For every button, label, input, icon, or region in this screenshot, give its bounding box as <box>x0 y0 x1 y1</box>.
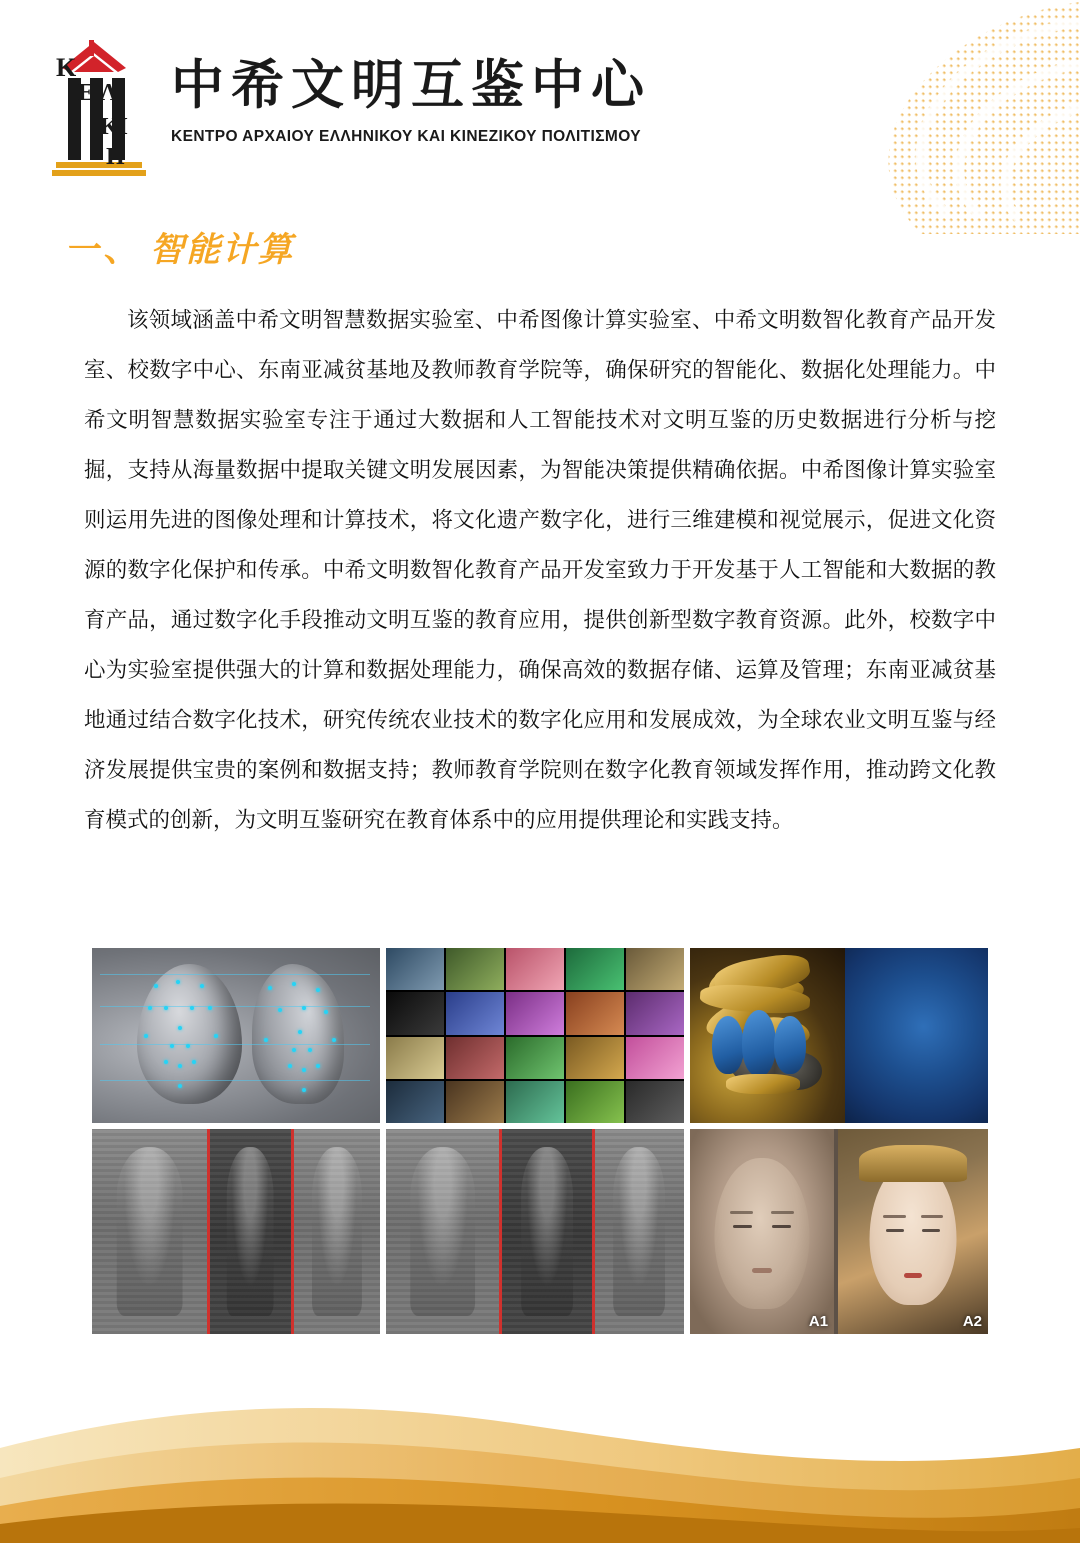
svg-text:Π: Π <box>106 144 125 170</box>
image-label-a1: A1 <box>808 1313 829 1330</box>
buddha-face-restoration-a1 <box>690 1129 834 1334</box>
stone-rubbing-comparison-left <box>92 1129 380 1334</box>
image-recognition-mosaic-grid <box>386 948 684 1123</box>
section-heading <box>68 222 294 271</box>
image-label-a2: A2 <box>962 1313 982 1330</box>
brand-header <box>48 38 651 183</box>
3d-face-landmark-scan <box>92 948 380 1123</box>
top-right-decoration <box>780 0 1080 250</box>
buddha-face-restoration-a2 <box>838 1129 988 1334</box>
body-paragraph: 该领域涵盖中希文明智慧数据实验室、中希图像计算实验室、中希文明数智化教育产品开发室、校数字中心、东南亚减贫基地及教师教育学院等，确保研究的智能化、数据化处理能力。中希文明智慧数据实验室专注于通过大数据和人工智能技术对文明互鉴的历史数据进行分析与挖掘，支持从海量数据中提取关键文明发展因素，为智能决策提供精确依据。中希图像计算实验室则运用先进的图像处理和计算技术，将文化遗产数字化，进行三维建模和视觉展示，促进文化资源的数字化保护和传承。中希文明数智化教育产品开发室致力于开发基于人工智能和大数据的教育产品，通过数字化手段推动文明互鉴的教育应用，提供创新型数字教育资源。此外，校数字中心为实验室提供强大的计算和数据处理能力，确保高效的数据存储、运算及管理；东南亚减贫基地通过结合数字化技术，研究传统农业技术的数字化应用和发展成效，为全球农业文明互鉴与经济发展提供宝贵的案例和数据支持；教师教育学院则在数字化教育领域发挥作用，推动跨文化教育模式的创新，为文明互鉴研究在教育体系中的应用提供理论和实践支持。 <box>84 308 996 833</box>
gallery-row-1 <box>92 948 988 1123</box>
image-gallery <box>92 948 988 1334</box>
bottom-decoration <box>0 1328 1080 1543</box>
kekip-temple-logo-icon <box>48 38 153 183</box>
brand-greek-name: ΚΕΝΤΡΟ ΑΡΧΑΙΟΥ ΕΛΛΗΝΙΚΟΥ ΚΑΙ ΚΙΝΕΖΙΚΟΥ ΠΟΛΙΤΙΣΜΟΥ <box>171 128 642 146</box>
svg-text:Λ: Λ <box>100 80 118 106</box>
svg-text:KI: KI <box>100 114 129 140</box>
stone-rubbing-comparison-right <box>386 1129 684 1334</box>
gallery-row-2 <box>92 1129 988 1334</box>
gilded-artifact-closeup <box>690 948 988 1123</box>
section-title: 智能计算 <box>150 230 294 270</box>
section-number: 一、 <box>68 230 140 270</box>
svg-text:K: K <box>56 53 77 82</box>
svg-text:E: E <box>78 80 95 106</box>
buddha-face-restoration-pair <box>690 1129 988 1334</box>
brand-chinese-name: 中希文明互鉴中心 <box>171 54 651 116</box>
